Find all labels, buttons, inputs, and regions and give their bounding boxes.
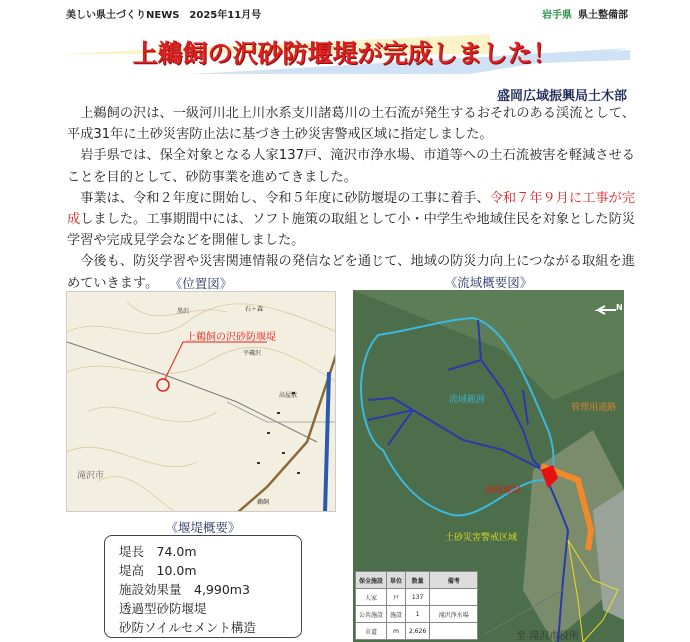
newsletter-name: 美しい県土づくりNEWS 2025年11月号: [66, 10, 262, 21]
cell: 市道: [356, 623, 387, 640]
table-row: [356, 606, 478, 623]
paragraph: 上鵜飼の沢は、一級河川北上川水系支川諸葛川の土石流が発生するおそれのある渓流として、平成31年に土砂災害防止法に基づき土砂災害警戒区域に指定しました。: [67, 106, 635, 143]
cell: 施設: [387, 606, 406, 623]
north-arrow-icon: N: [616, 303, 623, 312]
cell: 137: [406, 589, 430, 606]
organization: 盛岡広域振興局土木部: [496, 89, 627, 104]
header-cell: 保全施設: [356, 572, 387, 589]
dam-summary-box: [104, 535, 302, 638]
highlight-text: 令和７年９月に工事が完成: [67, 190, 636, 228]
article-body: [67, 103, 635, 294]
table-row: [356, 623, 478, 640]
place-name: 石ヶ森: [245, 306, 264, 313]
dam-height: 堤高 10.0m: [119, 563, 197, 578]
dam-label: 上鵜飼の沢砂防堰堤: [186, 332, 276, 343]
place-name: 鵜飼: [257, 499, 270, 506]
cell: 公共施設: [356, 606, 387, 623]
cell: 2,626: [406, 623, 430, 640]
department: 県土整備部: [578, 10, 628, 21]
direction-label: 至 滝沢市役所: [516, 631, 580, 642]
place-name: 平蔵沢: [243, 350, 262, 357]
paragraph: 岩手県では、保全対象となる人家137戸、滝沢市浄水場、市道等への土石流被害を軽減させることを目的として、砂防事業を進めてきました。: [67, 148, 635, 185]
table-header: [356, 572, 478, 589]
place-name: 黒沢: [177, 308, 190, 315]
text: しました。工事期間中には、ソフト施策の取組として小・中学生や地域住民を対象とした防災学習や完成見学会などを開催しました。: [67, 212, 636, 249]
header-cell: 備考: [430, 572, 478, 589]
road-label: 管理用道路: [571, 403, 617, 413]
page-title: 上鵜飼の沢砂防堰堤が完成しました！: [132, 39, 558, 68]
dam-summary-caption: 《堰堤概要》: [165, 520, 241, 535]
watershed-area-label: 流域範囲: [449, 395, 486, 405]
protected-facilities-table: [355, 571, 478, 640]
cell: 人家: [356, 589, 387, 606]
publisher: [542, 6, 628, 21]
place-name: 高屋敷: [279, 392, 298, 399]
dam-type: 透過型砂防堰堤: [119, 601, 207, 616]
table-row: [356, 589, 478, 606]
dam-structure: 砂防ソイルセメント構造: [119, 620, 256, 635]
prefecture-logo: 岩手県: [542, 10, 572, 21]
dam-length: 堤長 74.0m: [119, 544, 197, 559]
cell: 滝沢浄水場: [430, 606, 478, 623]
location-map: [66, 291, 336, 512]
cell: [430, 623, 478, 640]
paragraph: 今後も、防災学習や災害関連情報の発信などを通じて、地域の防災力向上につながる取組を進めていきます。: [67, 254, 635, 291]
location-map-caption: 《位置図》: [169, 276, 233, 291]
effect-volume: 施設効果量 4,990m3: [119, 582, 250, 597]
cell: m: [387, 623, 406, 640]
cell: 1: [406, 606, 430, 623]
warning-zone-label: 土砂災害警戒区域: [445, 533, 518, 543]
place-name: 滝沢市: [77, 471, 105, 481]
header-cell: 単位: [387, 572, 406, 589]
paragraph: [67, 188, 635, 252]
header-cell: 数量: [406, 572, 430, 589]
cell: 戸: [387, 589, 406, 606]
cell: [430, 589, 478, 606]
watershed-map-caption: 《流域概要図》: [444, 275, 533, 290]
dam-label: 砂防堰堤: [485, 486, 522, 496]
text: 事業は、令和２年度に開始し、令和５年度に砂防堰堤の工事に着手、: [80, 190, 490, 206]
